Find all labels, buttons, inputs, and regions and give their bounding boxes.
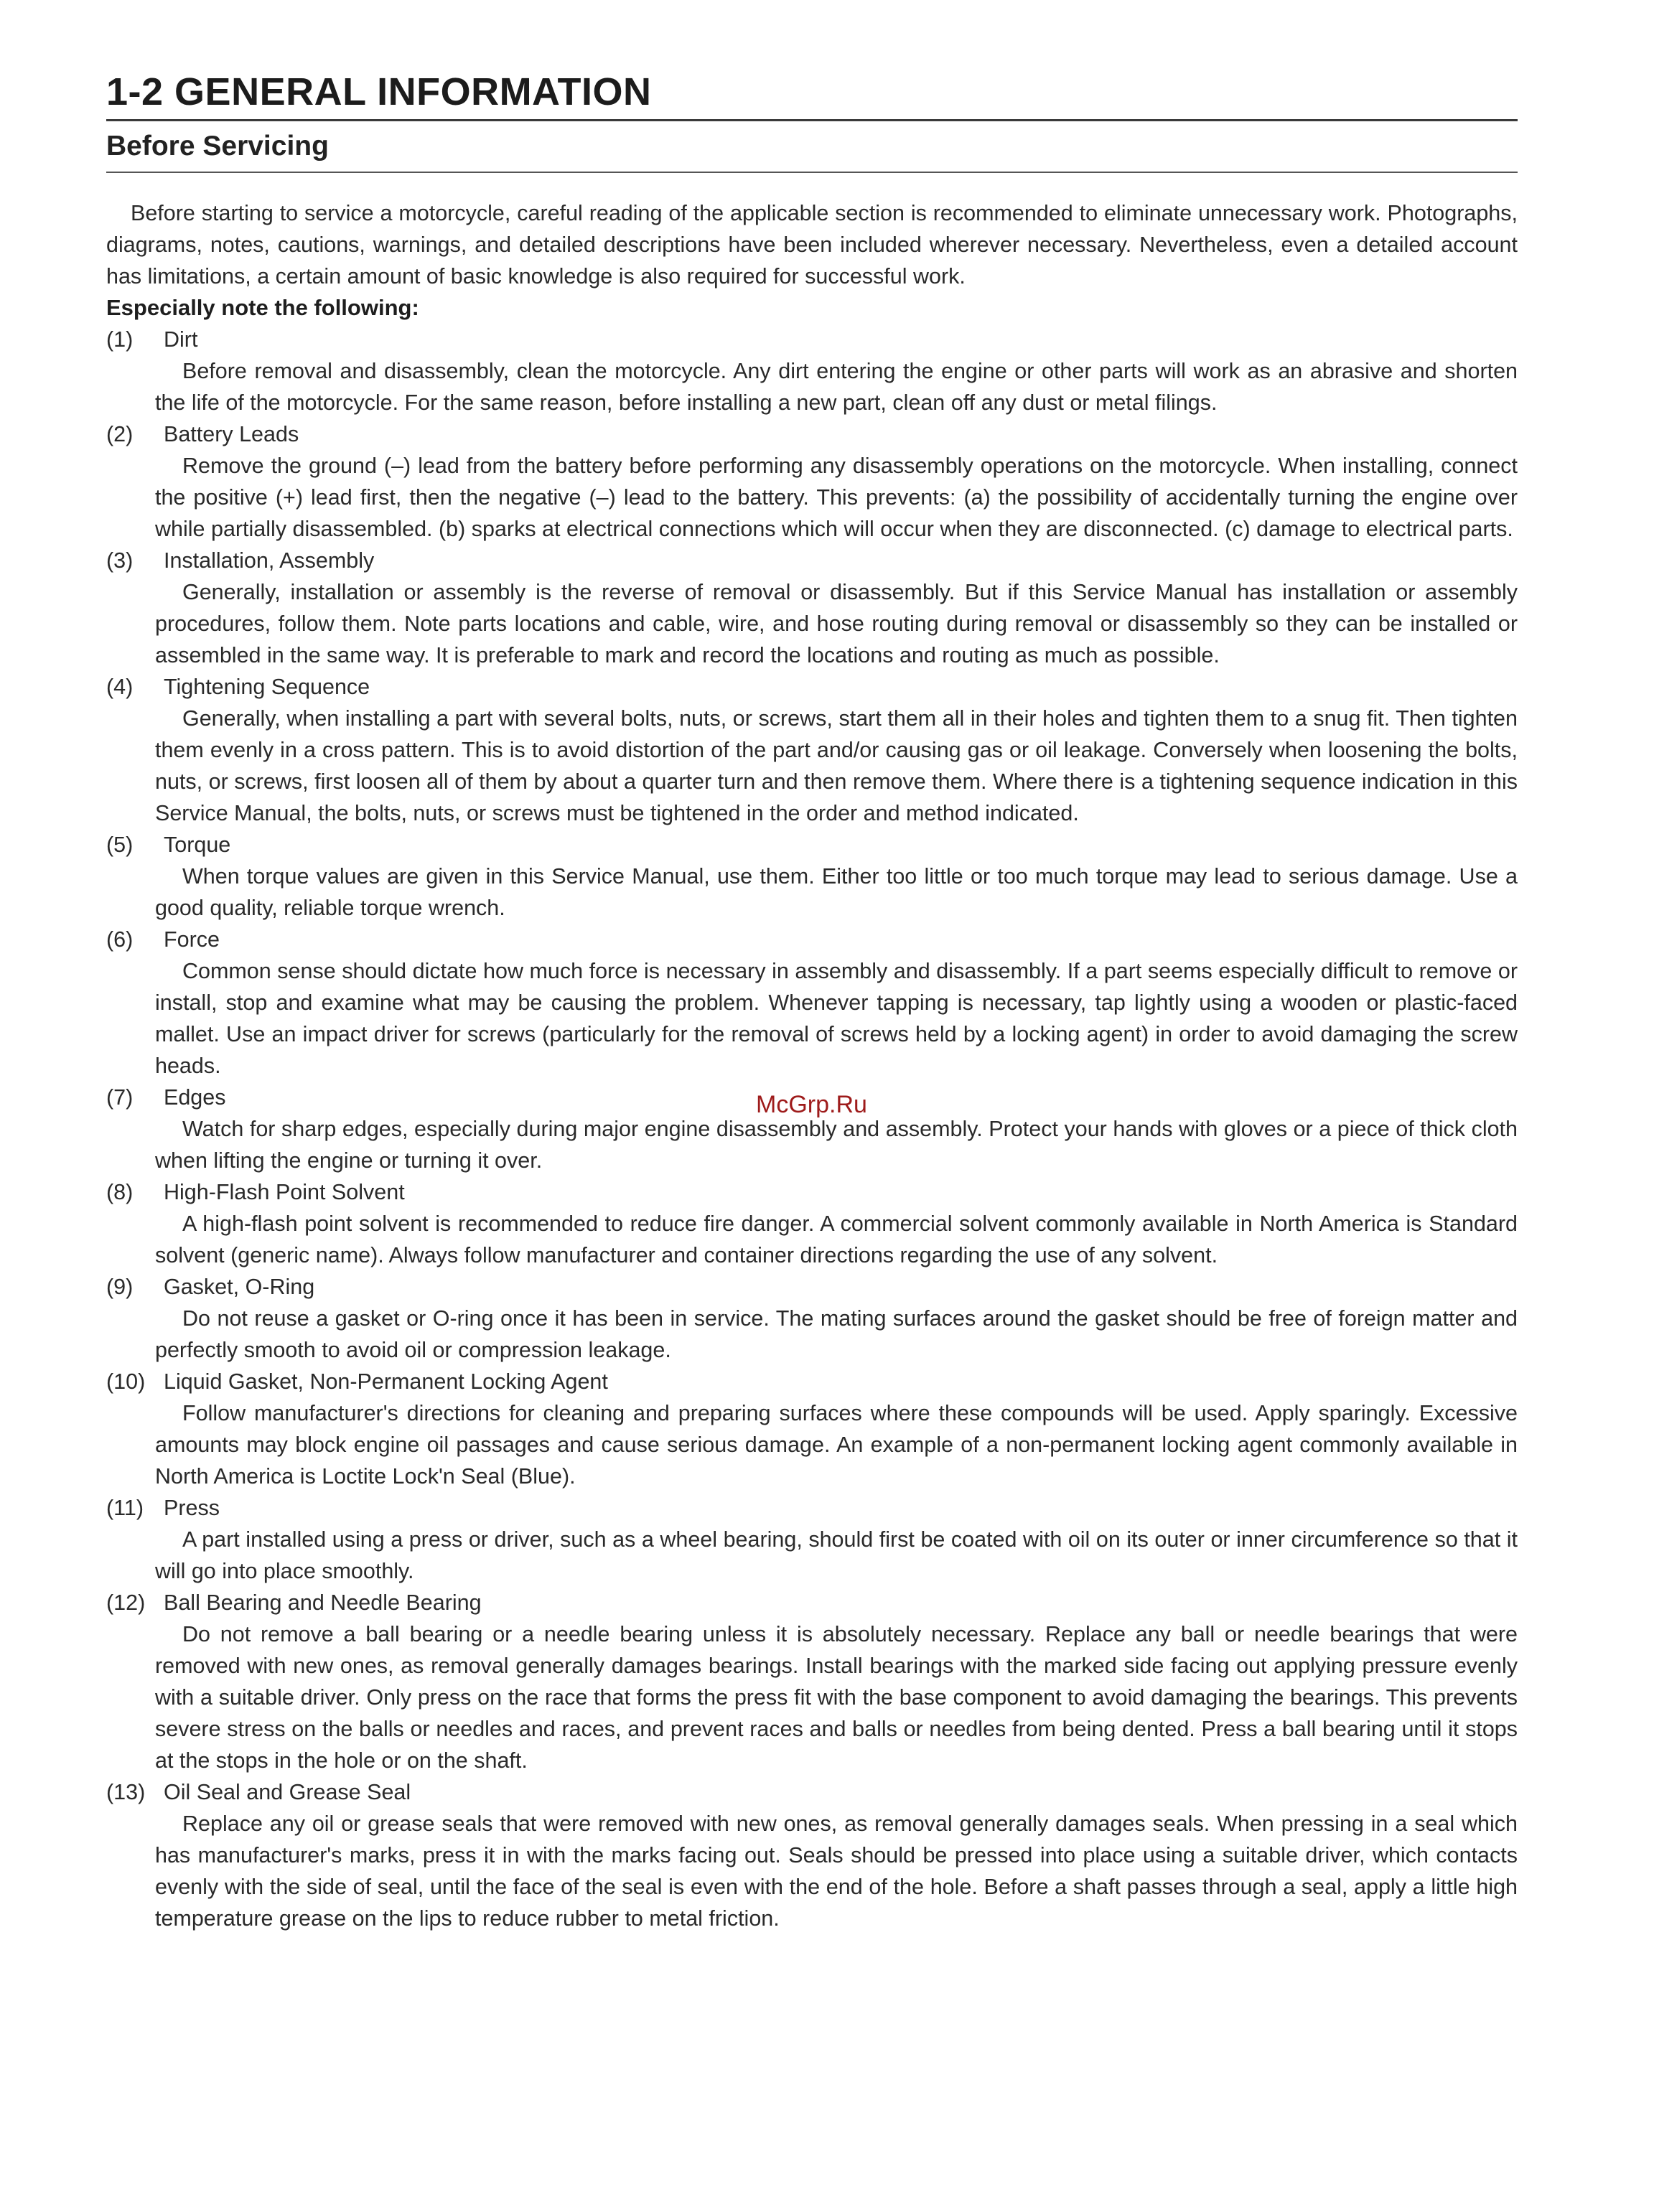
list-item	[106, 829, 1518, 924]
list-item	[106, 1492, 1518, 1587]
chapter-title: 1-2 GENERAL INFORMATION	[106, 70, 652, 113]
item-label: High-Flash Point Solvent	[164, 1180, 405, 1204]
note-list	[106, 324, 1518, 1934]
item-label: Ball Bearing and Needle Bearing	[164, 1590, 482, 1615]
list-item	[106, 924, 1518, 1082]
item-label: Press	[164, 1496, 220, 1520]
item-label: Force	[164, 927, 220, 952]
item-label: Tightening Sequence	[164, 675, 370, 699]
item-label: Edges	[164, 1085, 226, 1110]
item-number: (7)	[106, 1085, 134, 1110]
item-number: (12)	[106, 1590, 146, 1615]
watermark-text: McGrp.Ru	[756, 1091, 867, 1118]
item-body: When torque values are given in this Service Manual, use them. Either too little or too much torque may lead to serious damage. Use a good quality, reliable torque wrench.	[155, 864, 1518, 920]
item-number: (13)	[106, 1780, 146, 1804]
item-body: Watch for sharp edges, especially during major engine disassembly and assembly. Protect your hands with gloves or a piece of thick cloth when lifting the engine or turning it over.	[155, 1117, 1518, 1173]
item-label: Torque	[164, 833, 231, 857]
list-item	[106, 418, 1518, 545]
manual-page	[106, 69, 1518, 1934]
item-body: Follow manufacturer's directions for cleaning and preparing surfaces where these compounds will be used. Apply sparingly. Excessive amounts may block engine oil passages and cause serious damage. An example of a non-permanent locking agent commonly available in North America is Loctite Lock'n Seal (Blue).	[155, 1401, 1518, 1489]
item-number: (4)	[106, 675, 134, 699]
item-number: (11)	[106, 1496, 144, 1520]
item-number: (2)	[106, 422, 134, 446]
item-label: Installation, Assembly	[164, 548, 375, 573]
list-item	[106, 671, 1518, 829]
especially-note-heading: Especially note the following:	[106, 295, 419, 320]
list-item	[106, 1587, 1518, 1776]
item-number: (10)	[106, 1369, 146, 1394]
section-title: Before Servicing	[106, 131, 329, 161]
item-number: (1)	[106, 327, 134, 352]
item-label: Battery Leads	[164, 422, 299, 446]
intro-paragraph: Before starting to service a motorcycle, careful reading of the applicable section is recommended to eliminate unnecessary work. Photographs, diagrams, notes, cautions, warnings, and detailed descriptions have been included wherever necessary. Nevertheless, even a detailed account has limitations, a certain amount of basic knowledge is also required for successful work.	[106, 201, 1518, 289]
item-number: (5)	[106, 833, 134, 857]
item-number: (9)	[106, 1275, 134, 1299]
item-body: Remove the ground (–) lead from the battery before performing any disassembly operations on the motorcycle. When installing, connect the positive (+) lead first, then the negative (–) lead to the battery. This prevents: (a) the possibility of accidentally turning the engine over while partially disassembled. (b) sparks at electrical connections which will occur when they are disconnected. (c) damage to electrical parts.	[155, 454, 1518, 541]
title-divider	[106, 119, 1518, 121]
list-item	[106, 1176, 1518, 1271]
list-item	[106, 1776, 1518, 1934]
item-body: Generally, when installing a part with several bolts, nuts, or screws, start them all in their holes and tighten them to a snug fit. Then tighten them evenly in a cross pattern. This is to avoid distortion of the part and/or causing gas or oil leakage. Conversely when loosening the bolts, nuts, or screws, first loosen all of them by about a quarter turn and then remove them. Where there is a tightening sequence indication in this Service Manual, the bolts, nuts, or screws must be tightened in the order and method indicated.	[155, 706, 1518, 825]
item-number: (8)	[106, 1180, 134, 1204]
item-body: Before removal and disassembly, clean the motorcycle. Any dirt entering the engine or other parts will work as an abrasive and shorten the life of the motorcycle. For the same reason, before installing a new part, clean off any dust or metal filings.	[155, 359, 1518, 415]
list-item	[106, 1366, 1518, 1492]
item-label: Dirt	[164, 327, 198, 352]
item-body: A high-flash point solvent is recommended to reduce fire danger. A commercial solvent commonly available in North America is Standard solvent (generic name). Always follow manufacturer and container directions regarding the use of any solvent.	[155, 1212, 1518, 1267]
item-body: Do not reuse a gasket or O-ring once it has been in service. The mating surfaces around the gasket should be free of foreign matter and perfectly smooth to avoid oil or compression leakage.	[155, 1306, 1518, 1362]
item-label: Oil Seal and Grease Seal	[164, 1780, 411, 1804]
item-body: Do not remove a ball bearing or a needle bearing unless it is absolutely necessary. Replace any ball or needle bearings that were removed with new ones, as removal generally damages bearings. Install bearings with the marked side facing out applying pressure evenly with a suitable driver. Only press on the race that forms the press fit with the base component to avoid damaging the bearings. This prevents severe stress on the balls or needles and races, and prevent races and balls or needles from being dented. Press a ball bearing until it stops at the stops in the hole or on the shaft.	[155, 1622, 1518, 1773]
list-item	[106, 545, 1518, 671]
item-body: Generally, installation or assembly is the reverse of removal or disassembly. But if this Service Manual has installation or assembly procedures, follow them. Note parts locations and cable, wire, and hose routing during removal or disassembly so they can be installed or assembled in the same way. It is preferable to mark and record the locations and routing as much as possible.	[155, 580, 1518, 667]
item-number: (6)	[106, 927, 134, 952]
list-item	[106, 324, 1518, 418]
item-body: Common sense should dictate how much force is necessary in assembly and disassembly. If a part seems especially difficult to remove or install, stop and examine what may be causing the problem. Whenever tapping is necessary, tap lightly using a wooden or plastic-faced mallet. Use an impact driver for screws (particularly for the removal of screws held by a locking agent) in order to avoid damaging the screw heads.	[155, 959, 1518, 1078]
item-label: Gasket, O-Ring	[164, 1275, 315, 1299]
item-number: (3)	[106, 548, 134, 573]
item-body: A part installed using a press or driver, such as a wheel bearing, should first be coated with oil on its outer or inner circumference so that it will go into place smoothly.	[155, 1527, 1518, 1583]
item-body: Replace any oil or grease seals that were removed with new ones, as removal generally damages seals. When pressing in a seal which has manufacturer's marks, press it in with the marks facing out. Seals should be pressed into place using a suitable driver, which contacts evenly with the side of seal, until the face of the seal is even with the end of the hole. Before a shaft passes through a seal, apply a little high temperature grease on the lips to reduce rubber to metal friction.	[155, 1812, 1518, 1931]
section-divider	[106, 172, 1518, 173]
item-label: Liquid Gasket, Non-Permanent Locking Agent	[164, 1369, 608, 1394]
list-item	[106, 1271, 1518, 1366]
